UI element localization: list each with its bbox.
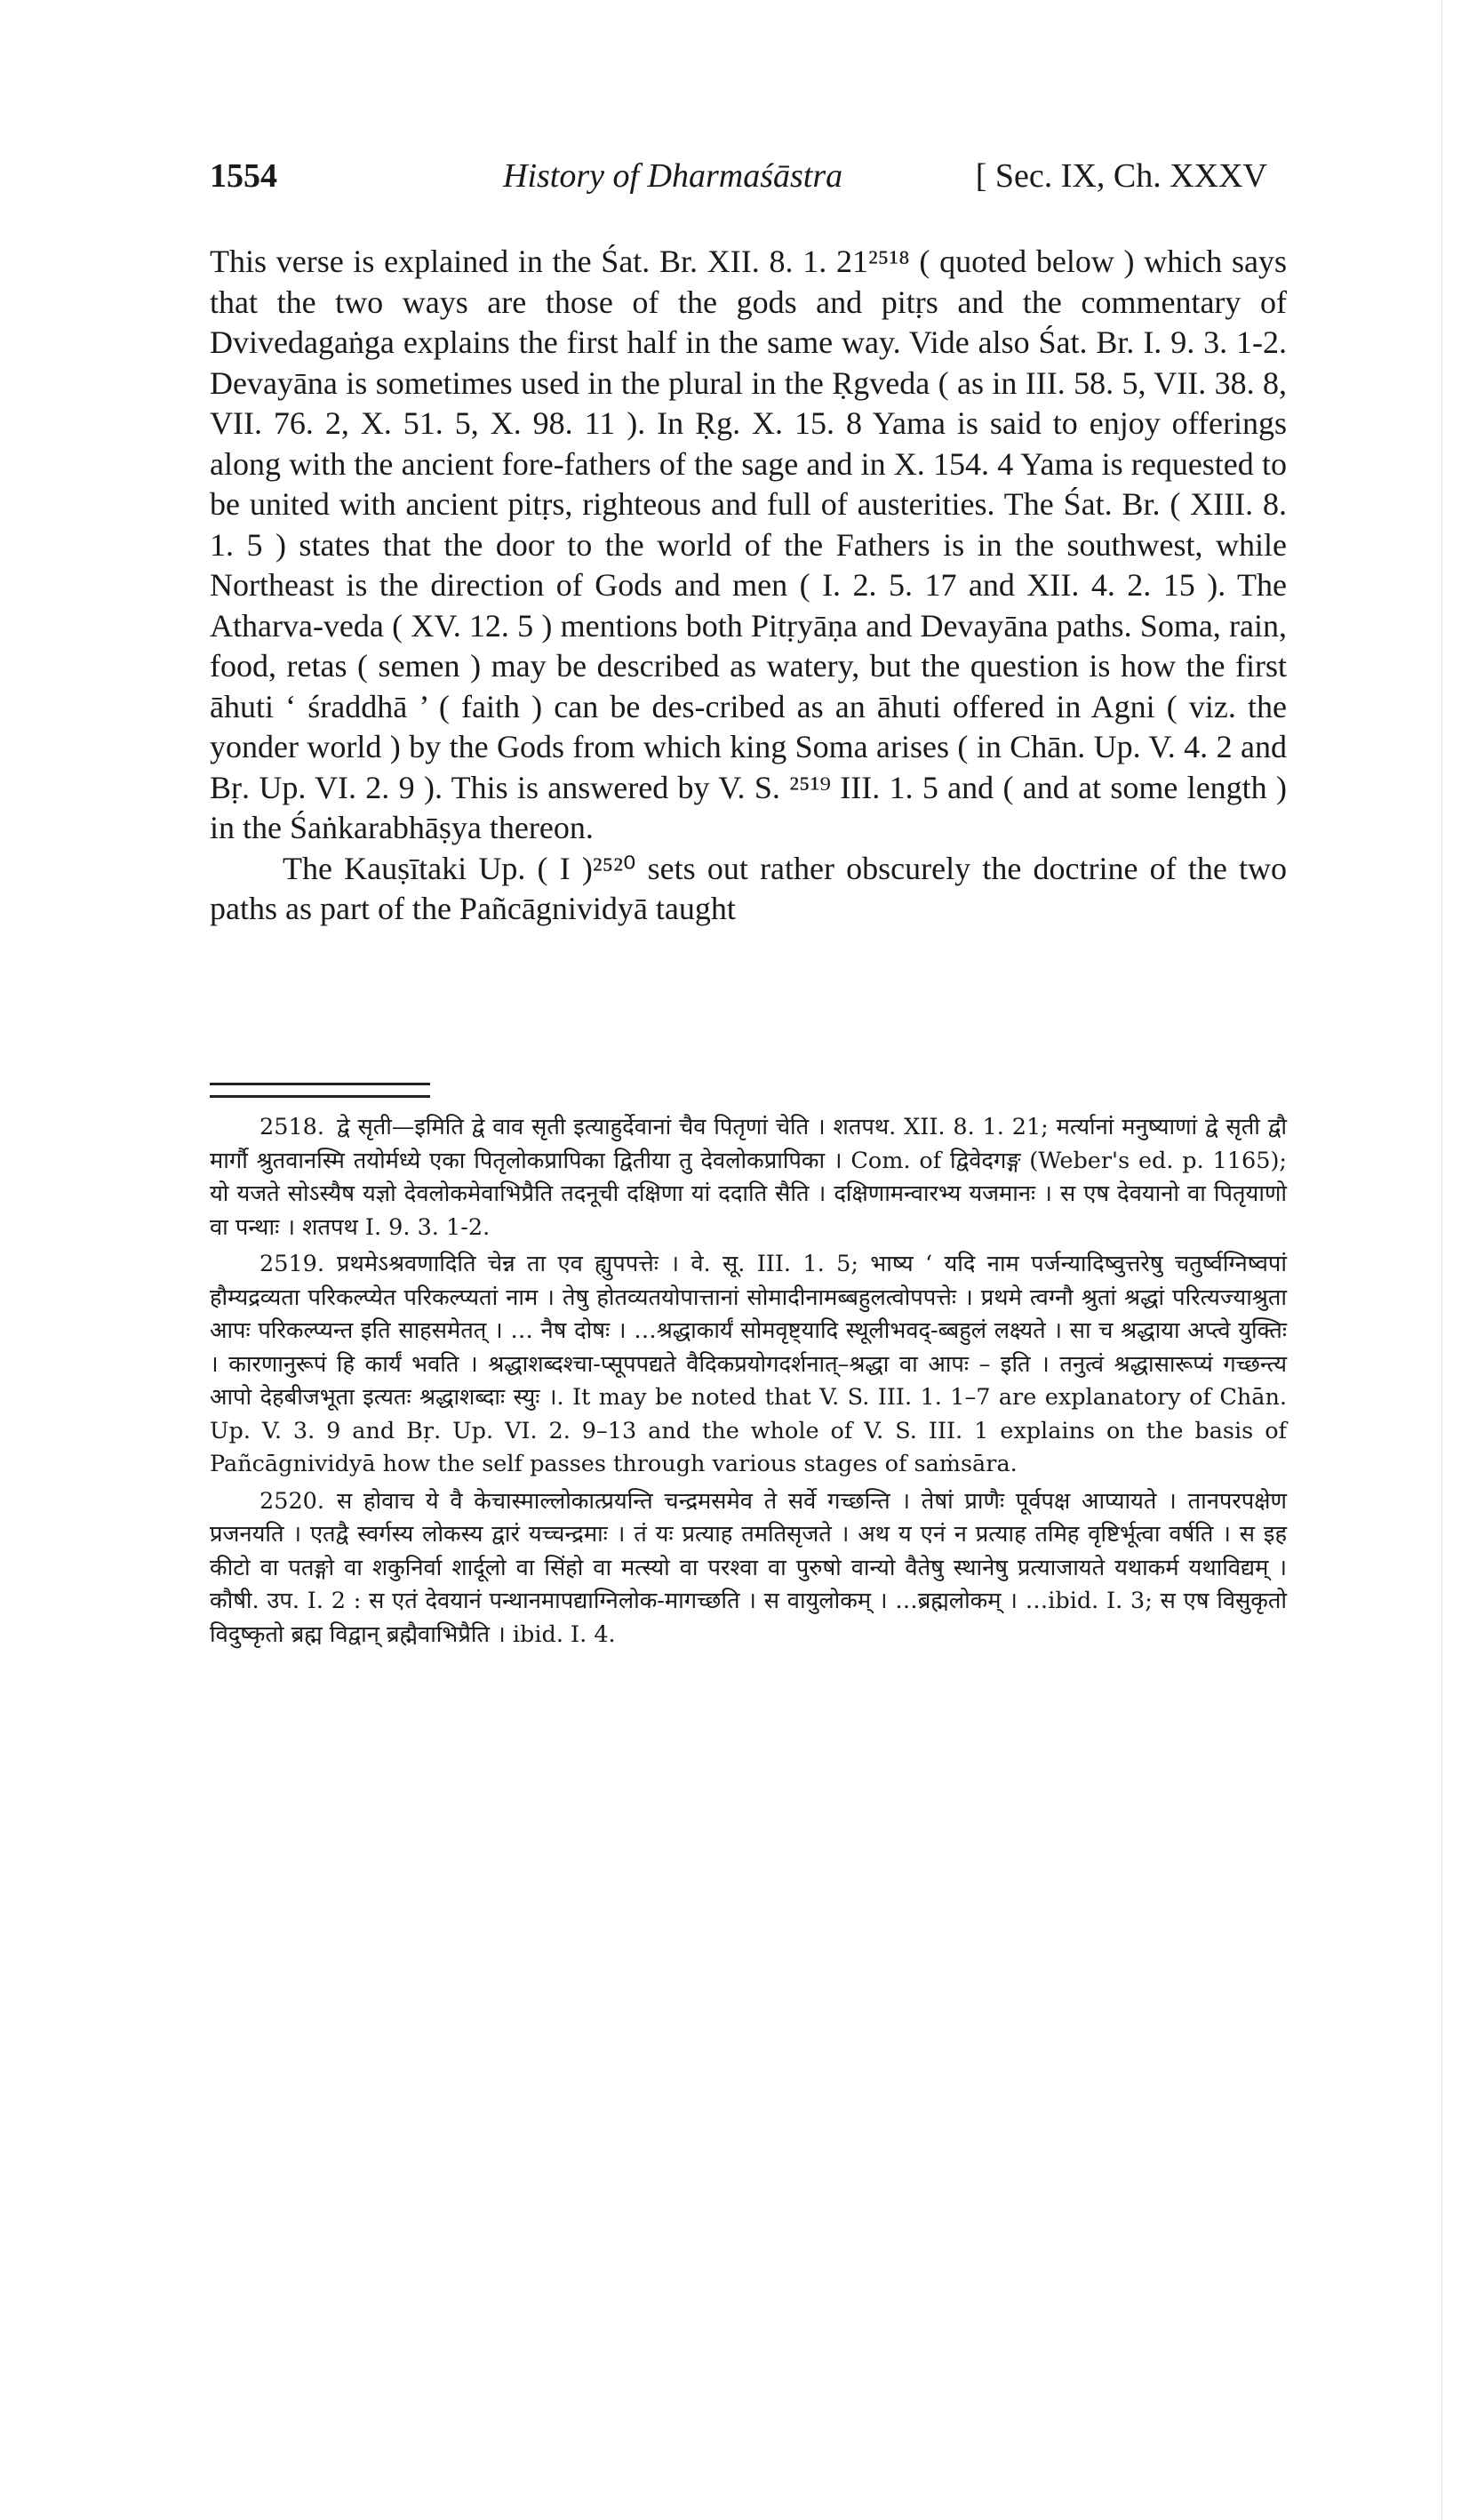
main-text bbox=[210, 242, 1287, 930]
footnote-number: 2518. bbox=[259, 1114, 325, 1140]
body-paragraph-1: This verse is explained in the Śat. Br. XII. 8. 1. 21²⁵¹⁸ ( quoted below ) which says that the two ways are those of the gods and pitṛs and the commentary of Dvivedagaṅga explains the first half in the same way. Vide also Śat. Br. I. 9. 3. 1-2. Devayāna is sometimes used in the plural in the Ṛgveda ( as in III. 58. 5, VII. 38. 8, VII. 76. 2, X. 51. 5, X. 98. 11 ). In Ṛg. X. 15. 8 Yama is said to enjoy offerings along with the ancient fore-fathers of the sage and in X. 154. 4 Yama is requested to be united with ancient pitṛs, righteous and full of austerities. The Śat. Br. ( XIII. 8. 1. 5 ) states that the door to the world of the Fathers is in the southwest, while Northeast is the direction of Gods and men ( I. 2. 5. 17 and XII. 4. 2. 15 ). The Atharva-veda ( XV. 12. 5 ) mentions both Pitṛyāṇa and Devayāna paths. Soma, rain, food, retas ( semen ) may be described as watery, but the question is how the first āhuti ‘ śraddhā ’ ( faith ) can be des-cribed as an āhuti offered in Agni ( viz. the yonder world ) by the Gods from which king Soma arises ( in Chān. Up. V. 4. 2 and Bṛ. Up. VI. 2. 9 ). This is answered by V. S. ²⁵¹⁹ III. 1. 5 and ( and at some length ) in the Śaṅkarabhāṣya thereon. bbox=[210, 244, 1287, 845]
footnote-divider bbox=[210, 1083, 430, 1085]
running-head bbox=[210, 149, 1267, 203]
footnote-text: द्वे सृती—इमिति द्वे वाव सृती इत्याहुर्देवानां चैव पितृणां चेति । शतपथ. XII. 8. 1. 21; मर्त्यानां मनुष्याणां द्वे सृती द्वौ मार्गौ श्रुतवानस्मि तयोर्मध्ये एका पितृलोकप्रापिका द्वितीया तु देवलोकप्रापिका । Com. of द्विवेदगङ्ग (Weber's ed. p. 1165); यो यजते सोऽस्यैष यज्ञो देवलोकमेवाभिप्रैति तदनूची दक्षिणा यां ददाति सैति । दक्षिणामन्वारभ्य यजमानः । स एष देवयानो वा पितृयाणो वा पन्थाः । शतपथ I. 9. 3. 1-2. bbox=[210, 1114, 1287, 1241]
running-section: [ Sec. IX, Ch. XXXV bbox=[975, 157, 1267, 195]
footnote-number: 2520. bbox=[259, 1487, 325, 1515]
page-edge-line bbox=[1441, 0, 1442, 2520]
footnotes bbox=[210, 1111, 1287, 1655]
page-number: 1554 bbox=[210, 157, 277, 195]
footnote-text: प्रथमेऽश्रवणादिति चेन्न ता एव ह्युपपत्तेः । वे. सू. III. 1. 5; भाष्य ‘ यदि नाम पर्जन्यादिष्वुत्तरेषु चतुर्ष्वग्निष्वपां हौम्यद्रव्यता परिकल्प्येत परिकल्प्यतां नाम । तेषु होतव्यतयोपात्तानां सोमादीनामब्बहुलत्वोपपत्तेः । प्रथमे त्वग्नौ श्रुतां श्रद्धां परित्यज्याश्रुता आपः परिकल्प्यन्त इति साहसमेतत् । … नैष दोषः । …श्रद्धाकार्यं सोमवृष्ट्यादि स्थूलीभवद्-ब्बहुलं लक्ष्यते । सा च श्रद्धाया अप्त्वे युक्तिः । कारणानुरूपं हि कार्यं भवति । श्रद्धाशब्दश्चा-प्सूपपद्यते वैदिकप्रयोगदर्शनात्–श्रद्धा वा आपः – इति । तनुत्वं श्रद्धासारूप्यं गच्छन्त्य आपो देहबीजभूता इत्यतः श्रद्धाशब्दाः स्युः ।. It may be noted that V. S. III. 1. 1–7 are explanatory of Chān. Up. V. 3. 9 and Bṛ. Up. VI. 2. 9–13 and the whole of V. S. III. 1 explains on the basis of Pañcāgnividyā how the self passes through various stages of saṁsāra. bbox=[210, 1251, 1287, 1477]
footnote-number: 2519. bbox=[259, 1251, 325, 1277]
footnote-text: स होवाच ये वै केचास्माल्लोकात्प्रयन्ति चन्द्रमसमेव ते सर्वे गच्छन्ति । तेषां प्राणैः पूर्वपक्ष आप्यायते । तानपरपक्षेण प्रजनयति । एतद्वै स्वर्गस्य लोकस्य द्वारं यच्चन्द्रमाः । तं यः प्रत्याह तमतिसृजते । अथ य एनं न प्रत्याह तमिह वृष्टिर्भूत्वा वर्षति । स इह कीटो वा पतङ्गो वा शकुनिर्वा शार्दूलो वा सिंहो वा मत्स्यो वा परश्वा वा पुरुषो वान्यो वैतेषु स्थानेषु प्रत्याजायते यथाकर्म यथाविद्यम् । कौषी. उप. I. 2 : स एतं देवयानं पन्थानमापद्याग्निलोक-मागच्छति । स वायुलोकम् । …ब्रह्मलोकम् । …ibid. I. 3; स एष विसुकृतो विदुष्कृतो ब्रह्म विद्वान् ब्रह्मैवाभिप्रैति । ibid. I. 4. bbox=[210, 1487, 1287, 1648]
footnote-2519 bbox=[210, 1248, 1287, 1482]
footnote-2518 bbox=[210, 1111, 1287, 1244]
footnote-divider-2 bbox=[210, 1095, 430, 1098]
body-paragraph-2: The Kauṣītaki Up. ( I )²⁵²⁰ sets out rather obscurely the doctrine of the two paths as part of the Pañcāgnividyā taught bbox=[210, 850, 1287, 926]
running-title: History of Dharmaśāstra bbox=[503, 157, 843, 195]
footnote-2520 bbox=[210, 1485, 1287, 1652]
